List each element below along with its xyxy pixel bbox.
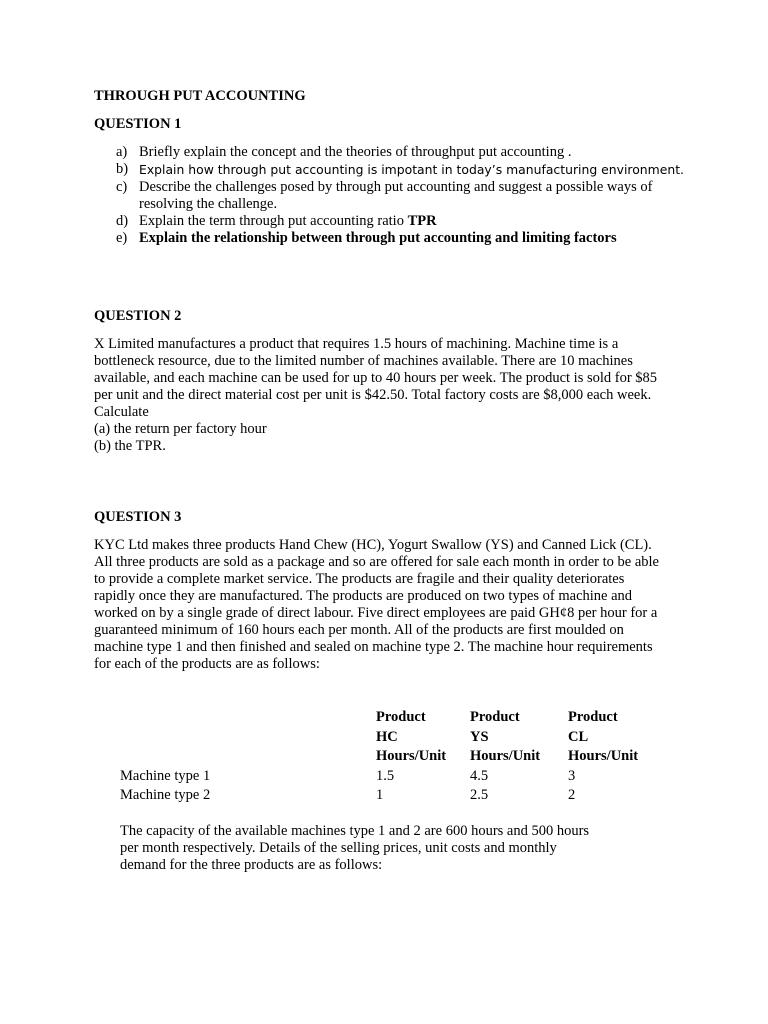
column-header: Product — [470, 709, 520, 725]
question-1-list — [94, 144, 684, 247]
question-2-part-b: (b) the TPR. — [94, 438, 166, 454]
table-cell: 4.5 — [470, 767, 489, 784]
item-text: Describe the challenges posed by through put accounting and suggest a possible ways of resolving the challenge. — [139, 178, 653, 212]
item-letter: a) — [116, 144, 128, 160]
column-header: CL — [568, 728, 589, 745]
item-bold-term: TPR — [407, 212, 437, 229]
question-3-heading: QUESTION 3 — [94, 509, 182, 525]
list-item — [94, 230, 684, 247]
table-cell: 1.5 — [376, 767, 395, 784]
table-row — [120, 768, 668, 788]
machine-hours-table — [120, 709, 668, 807]
item-letter: c) — [116, 178, 128, 195]
row-label: Machine type 1 — [120, 767, 211, 784]
item-text: Explain the term through put accounting ratio — [139, 212, 408, 229]
column-header: Product — [568, 709, 618, 725]
item-text: Briefly explain the concept and the theories of throughput put accounting . — [139, 144, 572, 160]
question-2-body — [94, 336, 674, 455]
question-2-part-a: (a) the return per factory hour — [94, 421, 267, 437]
list-item — [94, 161, 684, 179]
table-cell: 2.5 — [470, 787, 489, 803]
list-item — [94, 213, 684, 230]
table-cell: 3 — [568, 767, 576, 784]
item-letter: e) — [116, 229, 128, 246]
table-header-row — [120, 729, 668, 749]
list-item — [94, 144, 684, 161]
row-label: Machine type 2 — [120, 787, 211, 803]
column-header: HC — [376, 728, 398, 745]
column-header: Hours/Unit — [568, 748, 639, 764]
table-header-row — [120, 748, 668, 768]
table-header-row — [120, 709, 668, 729]
question-1-heading: QUESTION 1 — [94, 116, 182, 132]
question-2-heading: QUESTION 2 — [94, 308, 182, 324]
table-row — [120, 787, 668, 807]
item-text: Explain the relationship between through put accounting and limiting factors — [139, 229, 617, 246]
list-item — [94, 179, 684, 213]
question-3-paragraph: KYC Ltd makes three products Hand Chew (HC), Yogurt Swallow (YS) and Canned Lick (CL). All three products are sold as a package and so are offered for sale each month in order to be able to provide a complete market service. The products are fragile and their quality deteriorates rapidly once they are manufactured. The products are produced on two types of machine and worked on by a single grade of direct labour. Five direct employees are paid GH¢8 per hour for a guaranteed minimum of 160 hours each per month. All of the products are first moulded on machine type 1 and then finished and sealed on machine type 2. The machine hour requirements for each of the products are as follows: — [94, 537, 659, 672]
column-header: Product — [376, 709, 426, 725]
column-header: Hours/Unit — [376, 748, 447, 764]
table-cell: 1 — [376, 787, 384, 803]
item-letter: d) — [116, 212, 129, 229]
question-2-calculate: Calculate — [94, 404, 149, 420]
item-letter: b) — [116, 161, 129, 177]
question-2-paragraph: X Limited manufactures a product that requires 1.5 hours of machining. Machine time is a bottleneck resource, due to the limited number of machines available. There are 10 machines available, and each machine can be used for up to 40 hours per week. The product is sold for $85 per unit and the direct material cost per unit is $42.50. Total factory costs are $8,000 each week. — [94, 336, 658, 403]
item-text: Explain how through put accounting is impotant in today’s manufacturing environment. — [139, 162, 684, 177]
column-header: YS — [470, 728, 489, 745]
document-title: THROUGH PUT ACCOUNTING — [94, 88, 306, 104]
question-3-after-table: The capacity of the available machines type 1 and 2 are 600 hours and 500 hours per month respectively. Details of the selling prices, unit costs and monthly demand for the three products are as follows: — [120, 823, 590, 873]
table-cell: 2 — [568, 787, 576, 803]
column-header: Hours/Unit — [470, 748, 541, 764]
